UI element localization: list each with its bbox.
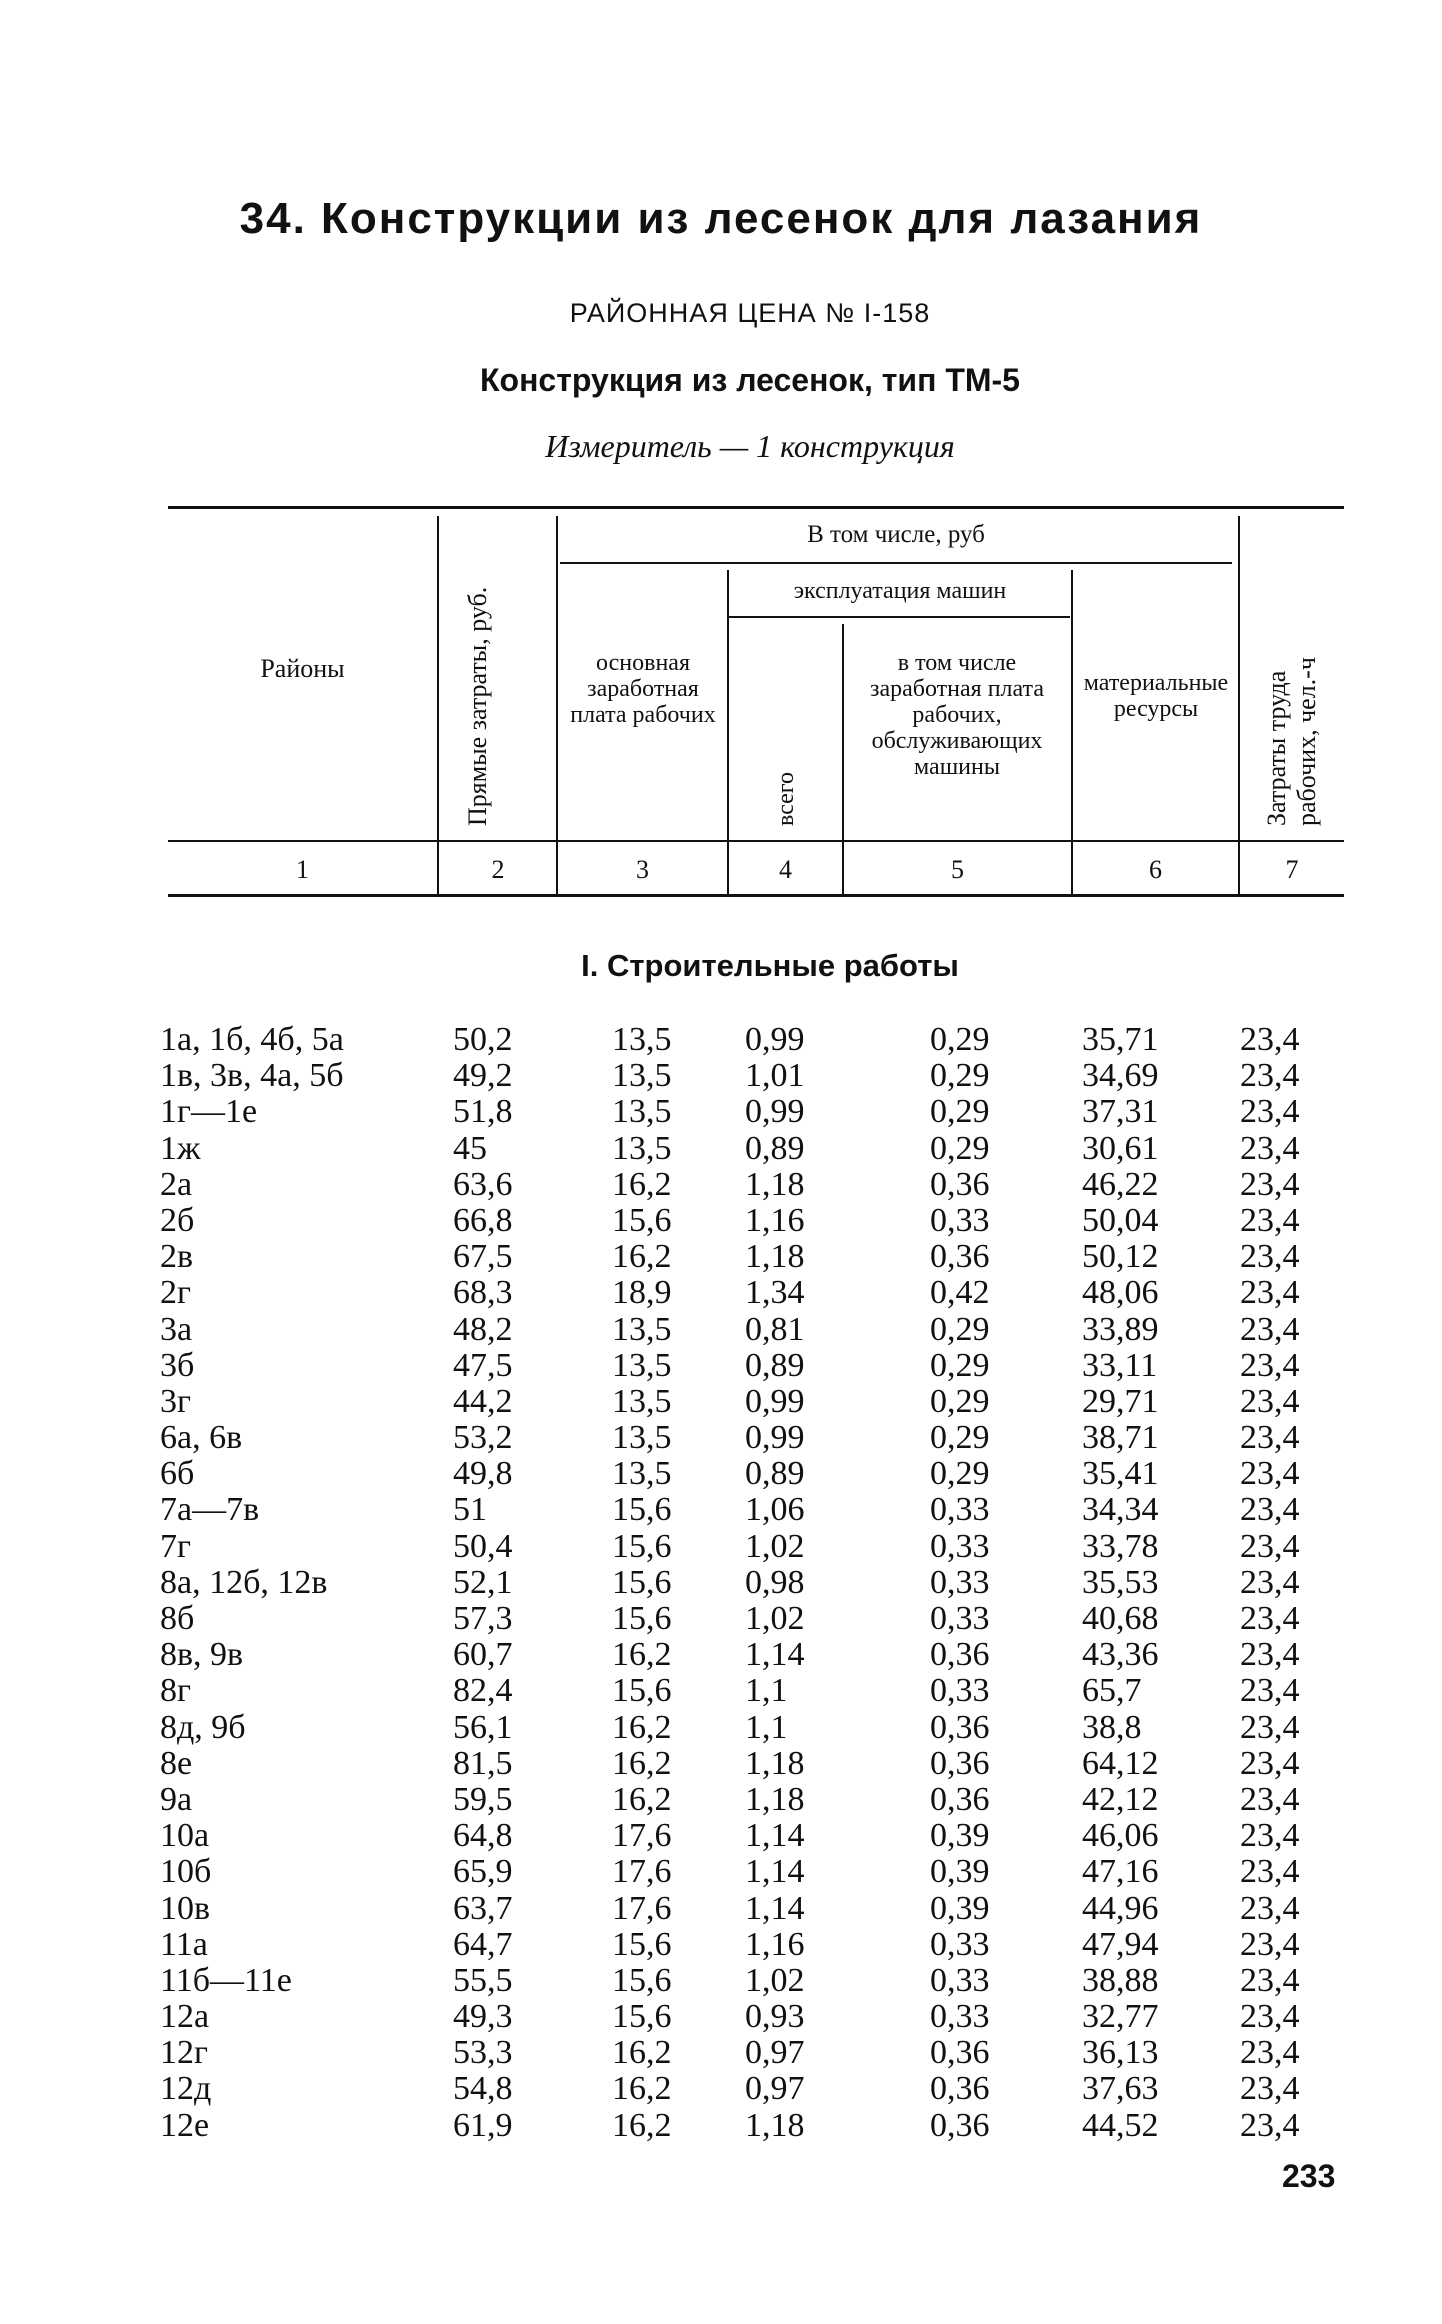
cell-machine-wages: 0,33	[930, 1491, 990, 1529]
cell-machine-wages: 0,39	[930, 1817, 990, 1855]
cell-direct-costs: 49,2	[453, 1057, 513, 1095]
col-divider-4	[842, 624, 844, 894]
cell-materials: 47,16	[1082, 1853, 1159, 1891]
cell-machine-wages: 0,33	[930, 1527, 990, 1565]
cell-region: 9а	[160, 1780, 193, 1818]
cell-materials: 34,34	[1082, 1491, 1159, 1529]
cell-direct-costs: 63,7	[453, 1889, 513, 1927]
cell-region: 6а, 6в	[160, 1419, 243, 1457]
cell-basic-wages: 16,2	[612, 1165, 672, 1203]
cell-machine-wages: 0,33	[930, 1672, 990, 1710]
cell-machine-total: 1,18	[745, 1780, 805, 1818]
table-row	[0, 1565, 1442, 1601]
cell-region: 1ж	[160, 1129, 201, 1167]
cell-labor: 23,4	[1240, 1093, 1300, 1131]
cell-labor: 23,4	[1240, 1780, 1300, 1818]
cell-machine-total: 1,06	[745, 1491, 805, 1529]
cell-materials: 35,71	[1082, 1021, 1159, 1058]
cell-labor: 23,4	[1240, 1382, 1300, 1420]
cell-basic-wages: 17,6	[612, 1817, 672, 1855]
cell-machine-total: 1,18	[745, 2106, 805, 2144]
cell-region: 12а	[160, 1998, 210, 2036]
cell-basic-wages: 16,2	[612, 1636, 672, 1674]
cell-basic-wages: 13,5	[612, 1382, 672, 1420]
cell-basic-wages: 15,6	[612, 1672, 672, 1710]
cell-direct-costs: 48,2	[453, 1310, 513, 1348]
cell-basic-wages: 16,2	[612, 1238, 672, 1276]
cell-materials: 36,13	[1082, 2034, 1159, 2072]
cell-region: 1г—1е	[160, 1093, 258, 1131]
cell-region: 12д	[160, 2070, 212, 2108]
cell-materials: 40,68	[1082, 1600, 1159, 1637]
cell-direct-costs: 45	[453, 1129, 487, 1167]
table-row	[0, 1673, 1442, 1709]
cell-machine-wages: 0,39	[930, 1853, 990, 1891]
data-table-body	[0, 1022, 1442, 2144]
cell-basic-wages: 15,6	[612, 1491, 672, 1529]
price-label: РАЙОННАЯ ЦЕНА № I-158	[569, 298, 931, 328]
cell-labor: 23,4	[1240, 1817, 1300, 1855]
cell-materials: 38,88	[1082, 1961, 1159, 1999]
cell-labor: 23,4	[1240, 2070, 1300, 2108]
cell-machine-total: 1,1	[745, 1672, 788, 1710]
cell-labor: 23,4	[1240, 1021, 1300, 1058]
section-title: I. Строительные работы	[581, 948, 959, 983]
cell-materials: 42,12	[1082, 1780, 1159, 1818]
cell-labor: 23,4	[1240, 1129, 1300, 1167]
page-title: 34. Конструкции из лесенок для лазания	[239, 194, 1203, 243]
cell-region: 1в, 3в, 4а, 5б	[160, 1057, 344, 1095]
cell-region: 2а	[160, 1165, 193, 1203]
cell-direct-costs: 53,3	[453, 2034, 513, 2072]
cell-region: 11б—11е	[160, 1961, 292, 1999]
table-row	[0, 1312, 1442, 1348]
cell-region: 8г	[160, 1672, 191, 1710]
table-row	[0, 1384, 1442, 1420]
cell-region: 3г	[160, 1382, 191, 1420]
table-row	[0, 1420, 1442, 1456]
cell-machine-wages: 0,36	[930, 1238, 990, 1276]
cell-region: 10а	[160, 1817, 210, 1855]
cell-direct-costs: 66,8	[453, 1201, 513, 1239]
cell-basic-wages: 18,9	[612, 1274, 672, 1312]
cell-machine-wages: 0,29	[930, 1346, 990, 1384]
cell-materials: 50,04	[1082, 1201, 1159, 1239]
cell-materials: 44,52	[1082, 2106, 1159, 2144]
cell-region: 10б	[160, 1853, 212, 1891]
cell-materials: 43,36	[1082, 1636, 1159, 1674]
cell-materials: 65,7	[1082, 1672, 1142, 1710]
cell-machine-total: 1,34	[745, 1274, 805, 1312]
cell-basic-wages: 17,6	[612, 1889, 672, 1927]
cell-basic-wages: 15,6	[612, 1563, 672, 1601]
cell-materials: 48,06	[1082, 1274, 1159, 1312]
table-row	[0, 2071, 1442, 2107]
cell-labor: 23,4	[1240, 1238, 1300, 1276]
table-row	[0, 1854, 1442, 1890]
cell-direct-costs: 49,3	[453, 1998, 513, 2036]
cell-region: 3б	[160, 1346, 195, 1384]
cell-region: 3а	[160, 1310, 193, 1348]
cell-basic-wages: 13,5	[612, 1057, 672, 1095]
cell-machine-wages: 0,33	[930, 1925, 990, 1963]
cell-machine-wages: 0,42	[930, 1274, 990, 1312]
cell-machine-wages: 0,36	[930, 2034, 990, 2072]
cell-machine-total: 1,16	[745, 1925, 805, 1963]
cell-labor: 23,4	[1240, 1853, 1300, 1891]
cell-direct-costs: 51	[453, 1491, 487, 1529]
table-row	[0, 1637, 1442, 1673]
cell-labor: 23,4	[1240, 1346, 1300, 1384]
cell-machine-total: 1,02	[745, 1527, 805, 1565]
cell-region: 8в, 9в	[160, 1636, 244, 1674]
table-row	[0, 1746, 1442, 1782]
cell-labor: 23,4	[1240, 1310, 1300, 1348]
cell-labor: 23,4	[1240, 1527, 1300, 1565]
cell-labor: 23,4	[1240, 1998, 1300, 2036]
cell-region: 7г	[160, 1527, 191, 1565]
header-direct-costs: Прямые затраты, руб.	[463, 586, 492, 826]
col-number-6: 6	[1149, 855, 1162, 884]
cell-machine-wages: 0,29	[930, 1455, 990, 1493]
cell-labor: 23,4	[1240, 1563, 1300, 1601]
cell-machine-wages: 0,36	[930, 1780, 990, 1818]
measure-unit: Измеритель — 1 конструкция	[545, 428, 955, 464]
cell-machine-total: 0,89	[745, 1455, 805, 1493]
cell-basic-wages: 15,6	[612, 1201, 672, 1239]
cell-region: 8е	[160, 1744, 193, 1782]
cell-direct-costs: 65,9	[453, 1853, 513, 1891]
col-number-1: 1	[296, 855, 309, 884]
cell-basic-wages: 15,6	[612, 1600, 672, 1637]
cell-direct-costs: 50,2	[453, 1021, 513, 1058]
cell-materials: 37,63	[1082, 2070, 1159, 2108]
header-total: всего	[773, 771, 799, 826]
table-row	[0, 1022, 1442, 1058]
cell-materials: 38,71	[1082, 1419, 1159, 1457]
header-materials: материальные ресурсы	[1083, 670, 1229, 722]
cell-machine-total: 1,1	[745, 1708, 788, 1746]
cell-region: 8д, 9б	[160, 1708, 246, 1746]
header-machine-operation: эксплуатация машин	[793, 578, 1007, 604]
cell-labor: 23,4	[1240, 1274, 1300, 1312]
cell-direct-costs: 57,3	[453, 1600, 513, 1637]
cell-basic-wages: 16,2	[612, 1708, 672, 1746]
cell-machine-total: 0,99	[745, 1419, 805, 1457]
table-row	[0, 1492, 1442, 1528]
cell-machine-total: 1,14	[745, 1889, 805, 1927]
cell-machine-wages: 0,29	[930, 1419, 990, 1457]
table-row	[0, 1999, 1442, 2035]
cell-materials: 64,12	[1082, 1744, 1159, 1782]
table-row	[0, 1963, 1442, 1999]
cell-labor: 23,4	[1240, 1744, 1300, 1782]
cell-machine-wages: 0,33	[930, 1600, 990, 1637]
cell-materials: 35,41	[1082, 1455, 1159, 1493]
cell-labor: 23,4	[1240, 1057, 1300, 1095]
cell-materials: 47,94	[1082, 1925, 1159, 1963]
table-row	[0, 1891, 1442, 1927]
col-divider-5	[1071, 570, 1073, 894]
cell-machine-wages: 0,36	[930, 1165, 990, 1203]
cell-region: 12е	[160, 2106, 210, 2144]
col-number-5: 5	[951, 855, 964, 884]
cell-direct-costs: 60,7	[453, 1636, 513, 1674]
cell-machine-total: 0,99	[745, 1093, 805, 1131]
cell-materials: 46,06	[1082, 1817, 1159, 1855]
table-row	[0, 1131, 1442, 1167]
table-row	[0, 1601, 1442, 1637]
cell-materials: 35,53	[1082, 1563, 1159, 1601]
cell-labor: 23,4	[1240, 1889, 1300, 1927]
col-number-2: 2	[491, 855, 505, 884]
cell-machine-total: 1,14	[745, 1853, 805, 1891]
cell-machine-wages: 0,29	[930, 1310, 990, 1348]
cell-basic-wages: 13,5	[612, 1455, 672, 1493]
header-regions: Районы	[260, 654, 345, 683]
cell-labor: 23,4	[1240, 1165, 1300, 1203]
table-row	[0, 2035, 1442, 2071]
cell-direct-costs: 67,5	[453, 1238, 513, 1276]
cell-basic-wages: 16,2	[612, 2070, 672, 2108]
cell-labor: 23,4	[1240, 1201, 1300, 1239]
cell-materials: 37,31	[1082, 1093, 1159, 1131]
cell-machine-total: 0,99	[745, 1382, 805, 1420]
table-row	[0, 1782, 1442, 1818]
cell-direct-costs: 82,4	[453, 1672, 513, 1710]
table-row	[0, 1167, 1442, 1203]
col-number-3: 3	[636, 855, 649, 884]
cell-machine-total: 0,97	[745, 2034, 805, 2072]
cell-basic-wages: 16,2	[612, 2106, 672, 2144]
cell-machine-wages: 0,36	[930, 1708, 990, 1746]
cell-machine-total: 1,14	[745, 1636, 805, 1674]
cell-labor: 23,4	[1240, 1600, 1300, 1637]
cell-machine-wages: 0,36	[930, 1636, 990, 1674]
table-row	[0, 1275, 1442, 1311]
cell-direct-costs: 49,8	[453, 1455, 513, 1493]
col-divider-1	[437, 516, 439, 894]
cell-basic-wages: 13,5	[612, 1093, 672, 1131]
cell-machine-total: 1,18	[745, 1165, 805, 1203]
cell-direct-costs: 56,1	[453, 1708, 513, 1746]
cell-machine-wages: 0,33	[930, 1563, 990, 1601]
cell-basic-wages: 13,5	[612, 1021, 672, 1058]
cell-basic-wages: 13,5	[612, 1346, 672, 1384]
col-number-7: 7	[1285, 855, 1299, 884]
cell-basic-wages: 13,5	[612, 1310, 672, 1348]
header-bottom-rule	[168, 840, 1344, 842]
cell-materials: 33,89	[1082, 1310, 1159, 1348]
cell-machine-wages: 0,29	[930, 1129, 990, 1167]
header-including: В том числе, руб	[807, 521, 985, 548]
cell-materials: 29,71	[1082, 1382, 1159, 1420]
cell-materials: 44,96	[1082, 1889, 1159, 1927]
table-row	[0, 2108, 1442, 2144]
cell-materials: 33,78	[1082, 1527, 1159, 1565]
header-basic-wages: основная заработная плата рабочих	[570, 650, 716, 728]
including-rule	[560, 562, 1232, 564]
col-divider-3	[727, 570, 729, 894]
table-row	[0, 1094, 1442, 1130]
cell-labor: 23,4	[1240, 1925, 1300, 1963]
cell-direct-costs: 47,5	[453, 1346, 513, 1384]
cell-basic-wages: 16,2	[612, 1744, 672, 1782]
machine-rule	[728, 616, 1070, 618]
cell-direct-costs: 59,5	[453, 1780, 513, 1818]
cell-machine-wages: 0,33	[930, 1998, 990, 2036]
table-row	[0, 1203, 1442, 1239]
cell-machine-wages: 0,33	[930, 1201, 990, 1239]
construction-subtitle: Конструкция из лесенок, тип ТМ-5	[480, 362, 1020, 398]
cell-region: 7а—7в	[160, 1491, 260, 1529]
cell-labor: 23,4	[1240, 2106, 1300, 2144]
header-machine-wages: в том числе заработная плата рабочих, обслуживающих машины	[870, 650, 1044, 780]
cell-machine-wages: 0,29	[930, 1021, 990, 1058]
cell-region: 1а, 1б, 4б, 5а	[160, 1021, 344, 1058]
cell-machine-total: 1,01	[745, 1057, 805, 1095]
cell-machine-wages: 0,29	[930, 1382, 990, 1420]
table-row	[0, 1710, 1442, 1746]
col-number-4: 4	[779, 855, 792, 884]
cell-materials: 32,77	[1082, 1998, 1159, 2036]
cell-labor: 23,4	[1240, 1455, 1300, 1493]
cell-region: 8а, 12б, 12в	[160, 1563, 328, 1601]
cell-direct-costs: 55,5	[453, 1961, 513, 1999]
table-top-rule	[168, 506, 1344, 509]
cell-direct-costs: 44,2	[453, 1382, 513, 1420]
cell-materials: 38,8	[1082, 1708, 1142, 1746]
cell-direct-costs: 51,8	[453, 1093, 513, 1131]
cell-machine-total: 0,89	[745, 1346, 805, 1384]
table-row	[0, 1348, 1442, 1384]
cell-direct-costs: 50,4	[453, 1527, 513, 1565]
cell-machine-total: 1,18	[745, 1744, 805, 1782]
cell-basic-wages: 13,5	[612, 1419, 672, 1457]
cell-machine-wages: 0,36	[930, 2106, 990, 2144]
cell-machine-total: 0,93	[745, 1998, 805, 2036]
table-row	[0, 1818, 1442, 1854]
cell-labor: 23,4	[1240, 1708, 1300, 1746]
cell-direct-costs: 54,8	[453, 2070, 513, 2108]
cell-direct-costs: 52,1	[453, 1563, 513, 1601]
table-row	[0, 1058, 1442, 1094]
cell-direct-costs: 61,9	[453, 2106, 513, 2144]
cell-basic-wages: 15,6	[612, 1527, 672, 1565]
table-bottom-rule	[168, 894, 1344, 897]
cell-direct-costs: 63,6	[453, 1165, 513, 1203]
cell-labor: 23,4	[1240, 1672, 1300, 1710]
cell-basic-wages: 16,2	[612, 1780, 672, 1818]
cell-machine-total: 0,81	[745, 1310, 805, 1348]
cell-machine-total: 1,02	[745, 1961, 805, 1999]
cell-labor: 23,4	[1240, 1419, 1300, 1457]
cell-machine-total: 0,89	[745, 1129, 805, 1167]
cell-labor: 23,4	[1240, 1961, 1300, 1999]
cell-machine-wages: 0,36	[930, 2070, 990, 2108]
table-row	[0, 1529, 1442, 1565]
page-number: 233	[1282, 2158, 1336, 2194]
cell-region: 11а	[160, 1925, 208, 1963]
cell-machine-total: 0,98	[745, 1563, 805, 1601]
cell-region: 12г	[160, 2034, 208, 2072]
cell-basic-wages: 15,6	[612, 1961, 672, 1999]
table-row	[0, 1239, 1442, 1275]
cell-basic-wages: 13,5	[612, 1129, 672, 1167]
cell-labor: 23,4	[1240, 2034, 1300, 2072]
cell-basic-wages: 17,6	[612, 1853, 672, 1891]
cell-machine-total: 1,18	[745, 1238, 805, 1276]
cell-machine-wages: 0,29	[930, 1057, 990, 1095]
col-divider-2	[556, 516, 558, 894]
cell-direct-costs: 64,7	[453, 1925, 513, 1963]
table-row	[0, 1927, 1442, 1963]
cell-region: 2в	[160, 1238, 194, 1276]
cell-materials: 34,69	[1082, 1057, 1159, 1095]
cell-machine-total: 1,14	[745, 1817, 805, 1855]
table-row	[0, 1456, 1442, 1492]
cell-labor: 23,4	[1240, 1636, 1300, 1674]
cell-machine-total: 1,02	[745, 1600, 805, 1637]
cell-machine-total: 0,99	[745, 1021, 805, 1058]
cell-labor: 23,4	[1240, 1491, 1300, 1529]
cell-machine-wages: 0,29	[930, 1093, 990, 1131]
cell-direct-costs: 68,3	[453, 1274, 513, 1312]
cell-machine-total: 1,16	[745, 1201, 805, 1239]
col-divider-6	[1238, 516, 1240, 894]
cell-region: 10в	[160, 1889, 211, 1927]
cell-direct-costs: 64,8	[453, 1817, 513, 1855]
cell-machine-wages: 0,39	[930, 1889, 990, 1927]
cell-direct-costs: 53,2	[453, 1419, 513, 1457]
cell-region: 6б	[160, 1455, 195, 1493]
cell-machine-wages: 0,36	[930, 1744, 990, 1782]
cell-region: 2б	[160, 1201, 195, 1239]
cell-region: 8б	[160, 1600, 195, 1637]
cell-direct-costs: 81,5	[453, 1744, 513, 1782]
cell-basic-wages: 15,6	[612, 1925, 672, 1963]
cell-materials: 46,22	[1082, 1165, 1159, 1203]
cell-materials: 33,11	[1082, 1346, 1158, 1384]
cell-materials: 50,12	[1082, 1238, 1159, 1276]
cell-basic-wages: 15,6	[612, 1998, 672, 2036]
cell-materials: 30,61	[1082, 1129, 1159, 1167]
header-labor: Затраты труда рабочих, чел.-ч	[1262, 657, 1321, 826]
cell-region: 2г	[160, 1274, 191, 1312]
cell-machine-total: 0,97	[745, 2070, 805, 2108]
cell-basic-wages: 16,2	[612, 2034, 672, 2072]
cell-machine-wages: 0,33	[930, 1961, 990, 1999]
